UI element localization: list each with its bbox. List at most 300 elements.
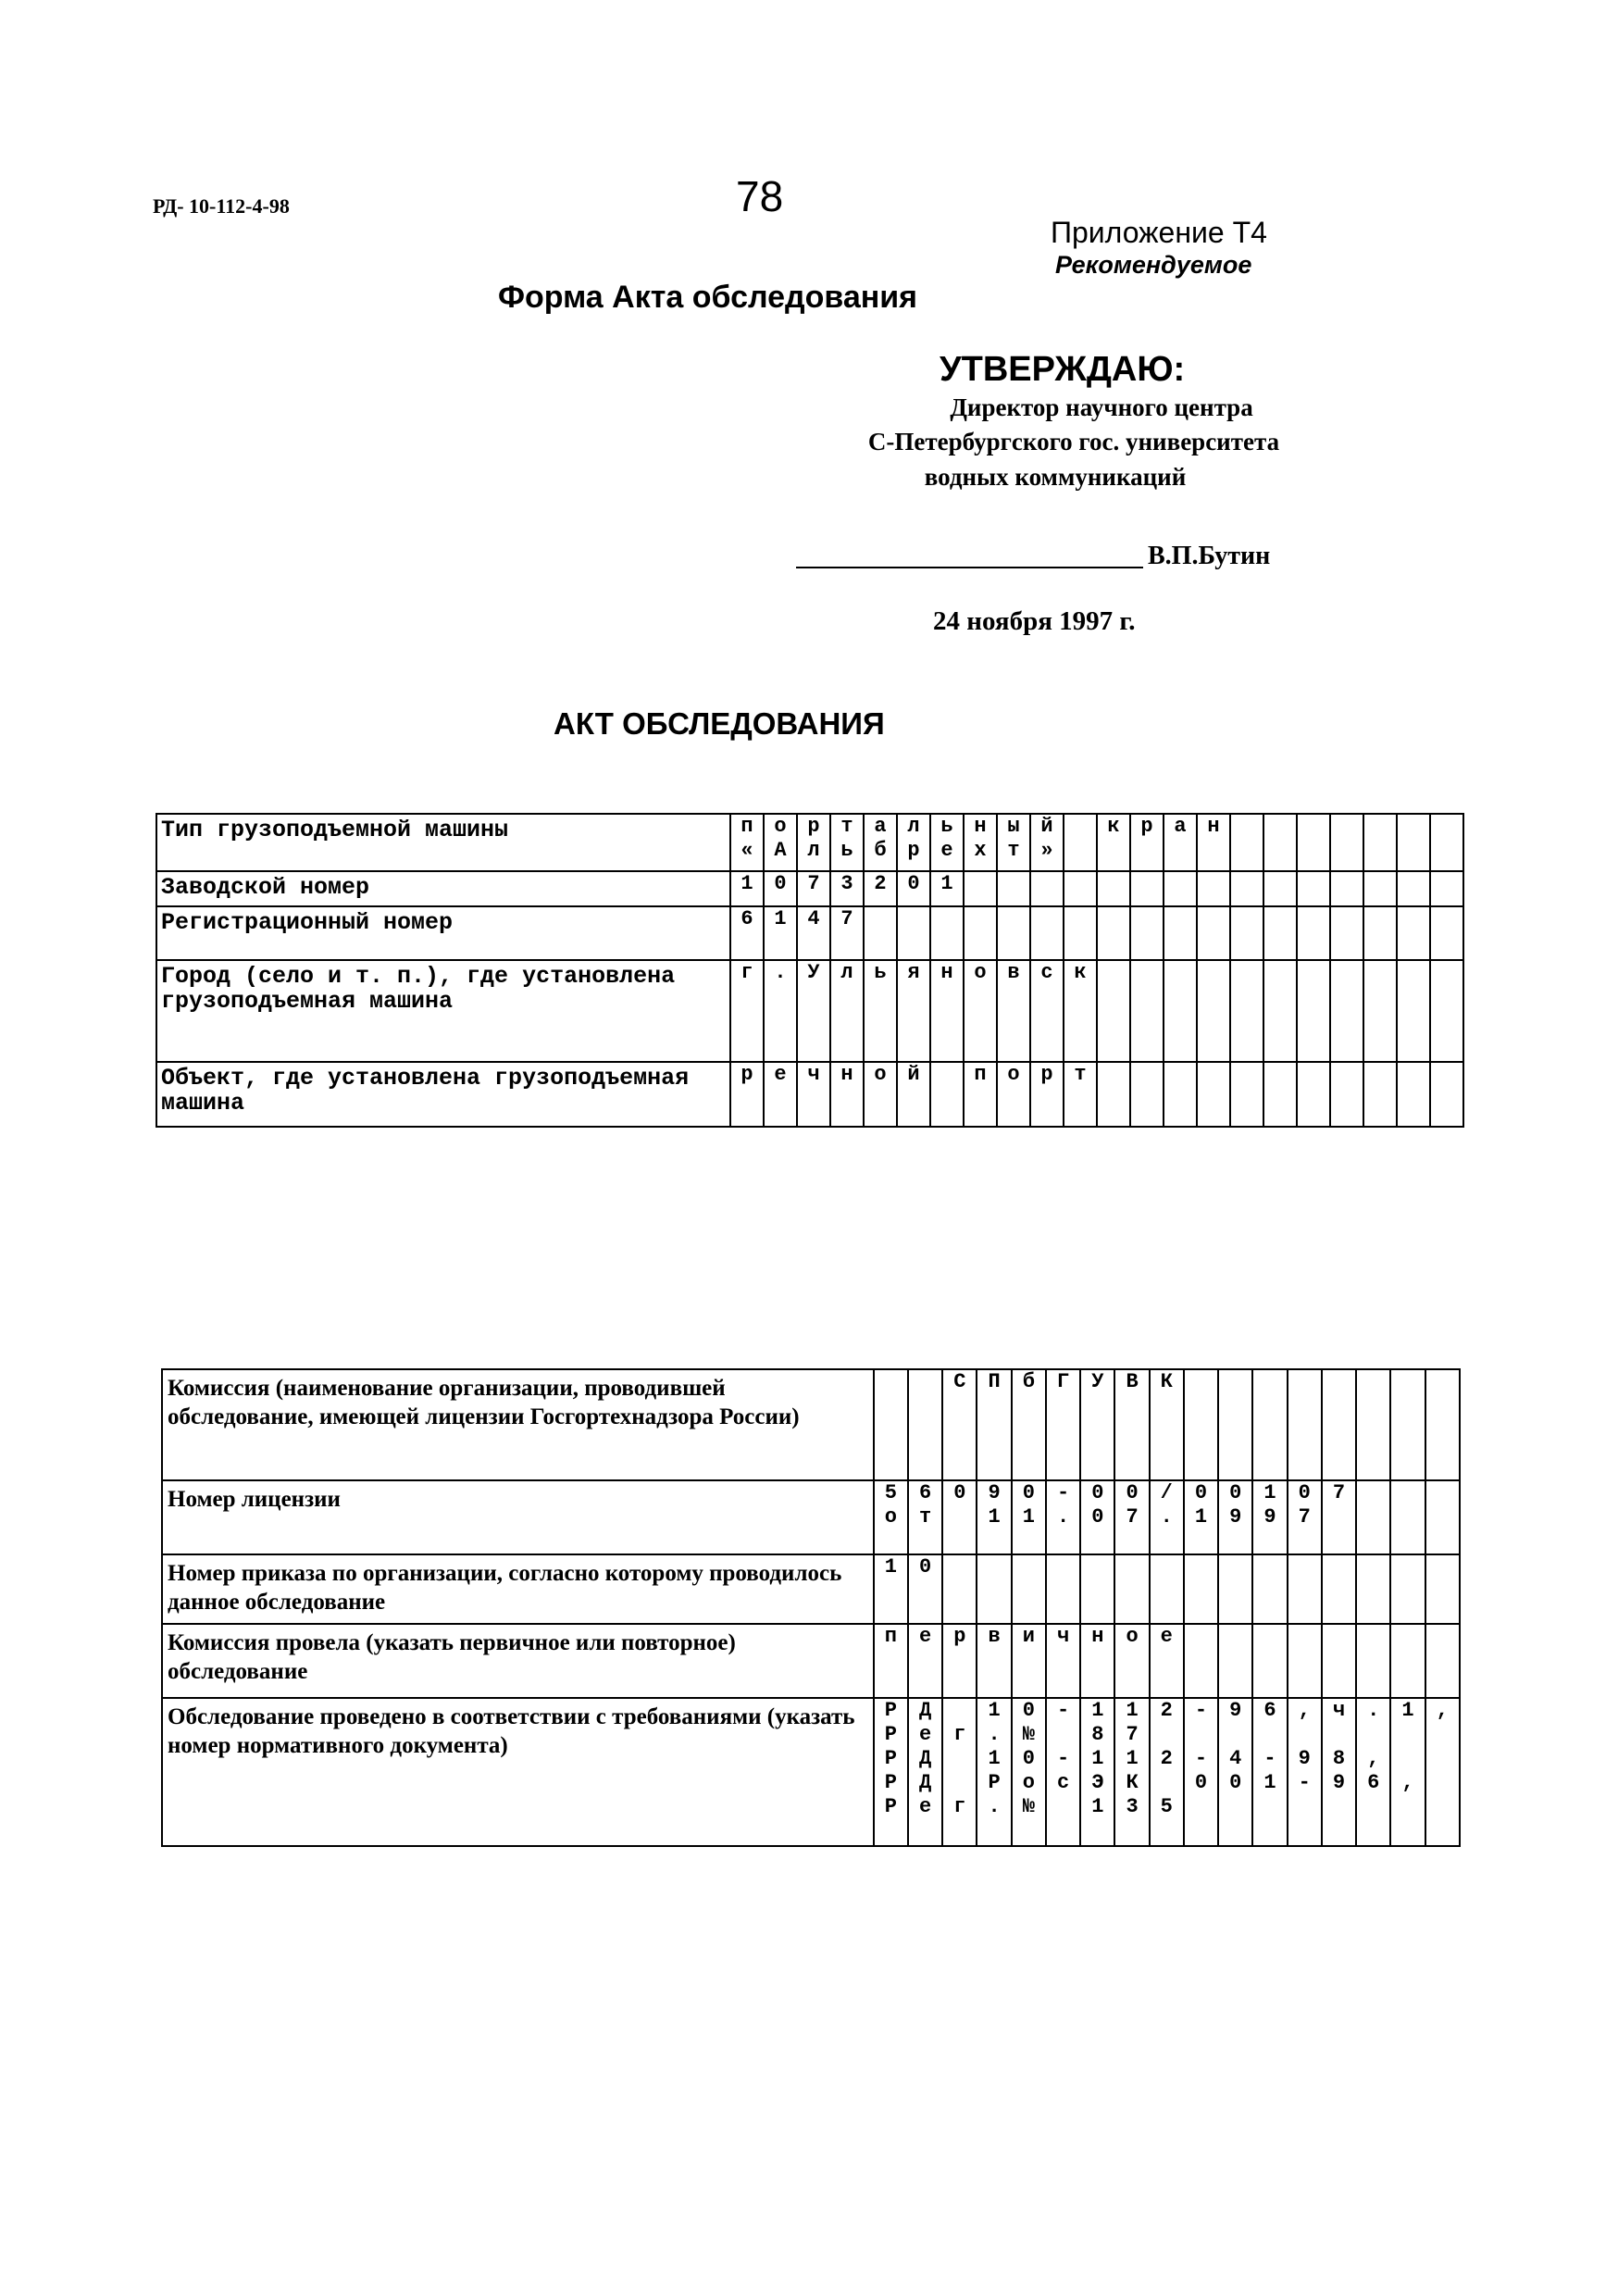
cell-char: г [953,1795,966,1818]
letter-cell [1288,1480,1322,1554]
letter-cell [1263,1062,1297,1127]
cell-char: 1 [884,1555,897,1578]
cell-char [1323,1370,1355,1394]
letter-cell [830,906,864,960]
cell-char: 0 [1194,1481,1208,1504]
letter-cell [1030,960,1064,1062]
letter-cell [1164,871,1197,906]
cell-char [1047,1555,1079,1579]
letter-cell [1263,906,1297,960]
row-label: Комиссия (наименование организации, проводившей обследование, имеющей лицензии Госгортехнадзора России) [162,1369,874,1480]
letter-cell [908,1698,942,1846]
cell-char: й [1040,815,1053,838]
letter-cell [1197,906,1230,960]
letter-cell [897,960,930,1062]
cell-char [1164,872,1196,896]
cell-char [1331,961,1363,985]
letter-cell [730,814,764,871]
letter-cell [1330,960,1363,1062]
letter-cell [1425,1480,1460,1554]
letter-cell [830,1062,864,1127]
letter-cell [1184,1480,1218,1554]
letter-cell [1425,1554,1460,1624]
cell-char [1398,815,1429,839]
letter-cell [1330,906,1363,960]
cell-char: В [1126,1370,1139,1393]
cell-char: к [1074,961,1087,984]
cell-char: 7 [807,872,820,895]
table-row [156,871,1463,906]
letter-cell [1356,1698,1390,1846]
cell-char: 1 [1126,1699,1139,1722]
commission-info-table [161,1368,1461,1847]
cell-char: п [974,1063,987,1086]
letter-cell [730,871,764,906]
letter-cell [764,871,797,906]
letter-cell [1363,871,1397,906]
cell-char [1431,872,1462,896]
cell-char: н [840,1063,853,1086]
cell-char [1131,872,1163,896]
cell-char [1185,1370,1217,1394]
cell-char: Д [919,1771,932,1794]
letter-cell [874,1554,908,1624]
letter-cell [1356,1369,1390,1480]
cell-char: У [1091,1370,1104,1393]
cell-char: » [1040,839,1053,862]
letter-cell [977,1369,1011,1480]
cell-char: р [741,1063,753,1086]
cell-char: - [1194,1747,1208,1770]
cell-char [1231,907,1263,931]
letter-cell [1330,814,1363,871]
row-label: Заводской номер [156,871,730,906]
letter-cell [897,814,930,871]
cell-char [1098,907,1129,931]
approval-position-line: Директор научного центра [950,393,1253,421]
cell-char [1323,1505,1355,1529]
cell-char [1151,1723,1183,1747]
cell-char [1288,1795,1321,1819]
cell-char: У [807,961,820,984]
cell-char: 0 [1126,1481,1139,1504]
table-row [156,906,1463,960]
cell-char: 1 [741,872,753,895]
cell-char: 1 [988,1505,1001,1529]
cell-char: , [1367,1747,1380,1770]
letter-cell [1064,1062,1097,1127]
letter-cell [964,814,997,871]
letter-cell [1390,1369,1425,1480]
letter-cell [997,814,1030,871]
letter-cell [1218,1369,1252,1480]
cell-char: л [907,815,920,838]
cell-char [1253,1795,1286,1819]
letter-cell [1288,1554,1322,1624]
cell-char [1426,1723,1459,1747]
letter-cell [997,906,1030,960]
letter-cell [964,1062,997,1127]
letter-cell [1164,1062,1197,1127]
letter-cell [1397,814,1430,871]
cell-char [1198,961,1229,985]
letter-cell [977,1624,1011,1698]
recommended-label: Рекомендуемое [1055,251,1252,279]
letter-cell [1397,906,1430,960]
cell-char [1253,1723,1286,1747]
letter-cell [930,1062,964,1127]
cell-char: 0 [919,1555,932,1578]
cell-char [1364,907,1396,931]
cell-char [1391,1795,1424,1819]
letter-cell [908,1480,942,1554]
letter-cell [1356,1480,1390,1554]
cell-char [1426,1481,1459,1505]
cell-char: ь [840,839,853,862]
cell-char [965,907,996,931]
letter-cell [1080,1624,1114,1698]
letter-cell [1046,1624,1080,1698]
cell-char: н [974,815,987,838]
cell-char [1426,1747,1459,1771]
cell-char: . [1367,1699,1380,1722]
letter-cell [1252,1624,1287,1698]
signer-name: В.П.Бутин [1148,542,1271,570]
letter-cell [1297,960,1330,1062]
cell-char: 0 [1229,1481,1242,1504]
letter-cell [1012,1480,1046,1554]
cell-char: 9 [1229,1699,1242,1722]
letter-cell [1288,1698,1322,1846]
letter-cell [1097,960,1130,1062]
letter-cell [1218,1698,1252,1846]
cell-char [1331,815,1363,839]
letter-cell [1046,1480,1080,1554]
cell-char [998,872,1029,896]
cell-char [1219,1370,1251,1394]
cell-char [1431,961,1462,985]
cell-char: п [741,815,753,838]
letter-cell [897,906,930,960]
cell-char: 1 [1091,1699,1104,1722]
cell-char: 4 [1229,1747,1242,1770]
cell-char: ч [1056,1625,1070,1648]
letter-cell [1252,1480,1287,1554]
letter-cell [1164,814,1197,871]
letter-cell [1218,1554,1252,1624]
letter-cell [1012,1698,1046,1846]
signature-line [796,567,1143,568]
cell-char [1426,1505,1459,1529]
letter-cell [1030,906,1064,960]
cell-char: х [974,839,987,862]
cell-char [1198,839,1229,863]
cell-char: 1 [1194,1505,1208,1529]
cell-char: 3 [840,872,853,895]
cell-char: 2 [1160,1747,1173,1770]
cell-char: 9 [1332,1771,1346,1794]
cell-char [1391,1370,1424,1394]
cell-char: ч [807,1063,820,1086]
cell-char: 5 [1160,1795,1173,1818]
letter-cell [1430,871,1463,906]
cell-char: 1 [1263,1771,1276,1794]
cell-char: т [1074,1063,1087,1086]
letter-cell [908,1624,942,1698]
letter-cell [1297,814,1330,871]
cell-char [1398,839,1429,863]
cell-char: ч [1332,1699,1346,1722]
cell-char: с [1040,961,1053,984]
cell-char [1364,872,1396,896]
letter-cell [1046,1698,1080,1846]
cell-char [1323,1795,1355,1819]
cell-char: т [919,1505,932,1529]
letter-cell [1252,1369,1287,1480]
appendix-label: Приложение Т4 [1051,216,1267,249]
letter-cell [797,906,830,960]
letter-cell [1390,1698,1425,1846]
cell-char [1298,907,1329,931]
table-row [162,1480,1460,1554]
cell-char [1264,839,1296,863]
letter-cell [1425,1369,1460,1480]
cell-char: е [774,1063,787,1086]
cell-char [1357,1723,1389,1747]
cell-char: р [1040,1063,1053,1086]
letter-cell [1150,1369,1184,1480]
letter-cell [1130,960,1164,1062]
row-label: Обследование проведено в соответствии с требованиями (указать номер нормативного документа) [162,1698,874,1846]
cell-char: 6 [741,907,753,930]
cell-char: 9 [988,1481,1001,1504]
cell-char: к [1107,815,1120,838]
letter-cell [1150,1698,1184,1846]
letter-cell [1080,1554,1114,1624]
letter-cell [1425,1624,1460,1698]
letter-cell [930,871,964,906]
letter-cell [997,1062,1030,1127]
letter-cell [1322,1624,1356,1698]
letter-cell [1080,1480,1114,1554]
cell-char: н [1207,815,1220,838]
cell-char [1164,907,1196,931]
cell-char [1391,1723,1424,1747]
letter-cell [1390,1624,1425,1698]
cell-char: К [1160,1370,1173,1393]
cell-char: К [1126,1771,1139,1794]
letter-cell [1230,960,1263,1062]
cell-char [1198,907,1229,931]
cell-char [1031,907,1063,931]
cell-char: 9 [1263,1505,1276,1529]
cell-char [943,1747,976,1771]
cell-char [1081,1555,1114,1579]
letter-cell [942,1698,977,1846]
approval-organization-line: С-Петербургского гос. университета [867,428,1280,455]
cell-char: 7 [1126,1723,1139,1746]
approval-date: 24 ноября 1997 г. [933,606,1136,636]
letter-cell [977,1698,1011,1846]
letter-cell [977,1554,1011,1624]
cell-char [1364,839,1396,863]
cell-char [865,907,896,931]
cell-char: 0 [1022,1699,1035,1722]
cell-char [1426,1771,1459,1795]
cell-char: , [1436,1699,1449,1722]
letter-cell [977,1480,1011,1554]
cell-char [1323,1723,1355,1747]
letter-cell [1430,960,1463,1062]
letter-cell [830,871,864,906]
cell-char [1253,1555,1286,1579]
letter-cell [864,906,897,960]
letter-cell [964,960,997,1062]
cell-char [977,1555,1010,1579]
cell-char: Р [884,1723,897,1746]
letter-cell [764,960,797,1062]
cell-char: , [1401,1771,1414,1794]
letter-cell [1130,906,1164,960]
cell-char: П [988,1370,1001,1393]
letter-cell [1397,960,1430,1062]
cell-char: а [874,815,887,838]
cell-char: 0 [1022,1747,1035,1770]
cell-char: е [919,1625,932,1648]
cell-char: 0 [1194,1771,1208,1794]
cell-char [1185,1555,1217,1579]
cell-char [1031,872,1063,896]
cell-char [1253,1370,1286,1394]
letter-cell [874,1698,908,1846]
letter-cell [1390,1554,1425,1624]
letter-cell [1064,871,1097,906]
cell-char [1253,1625,1286,1649]
cell-char [1298,839,1329,863]
letter-cell [1012,1554,1046,1624]
letter-cell [1363,814,1397,871]
cell-char [1131,839,1163,863]
cell-char: 2 [874,872,887,895]
letter-cell [1150,1624,1184,1698]
cell-char: Д [919,1699,932,1722]
cell-char: 6 [919,1481,932,1504]
cell-char: . [988,1723,1001,1746]
cell-char: т [1007,839,1020,862]
cell-char [1164,839,1196,863]
letter-cell [1363,906,1397,960]
cell-char: - [1056,1747,1070,1770]
cell-char: А [774,839,787,862]
letter-cell [1150,1554,1184,1624]
letter-cell [1288,1624,1322,1698]
cell-char: , [1298,1699,1311,1722]
letter-cell [1197,960,1230,1062]
cell-char: о [974,961,987,984]
cell-char [1391,1505,1424,1529]
letter-cell [1114,1480,1149,1554]
letter-cell [930,906,964,960]
letter-cell [1252,1698,1287,1846]
cell-char [1398,1063,1429,1087]
act-title: АКТ ОБСЛЕДОВАНИЯ [554,706,885,741]
letter-cell [1390,1480,1425,1554]
cell-char: р [953,1625,966,1648]
table-row [162,1369,1460,1480]
cell-char [1431,907,1462,931]
letter-cell [1197,1062,1230,1127]
cell-char: в [988,1625,1001,1648]
cell-char: 0 [1298,1481,1311,1504]
cell-char [943,1771,976,1795]
cell-char [1064,839,1096,863]
cell-char [1357,1370,1389,1394]
cell-char [1231,1063,1263,1087]
letter-cell [1184,1624,1218,1698]
cell-char: 0 [953,1481,966,1504]
cell-char: Р [884,1699,897,1722]
cell-char: 7 [1126,1505,1139,1529]
cell-char [1426,1625,1459,1649]
cell-char: 1 [1263,1481,1276,1504]
cell-char: 1 [774,907,787,930]
letter-cell [830,960,864,1062]
letter-cell [1114,1698,1149,1846]
cell-char: - [1298,1771,1311,1794]
cell-char: о [884,1505,897,1529]
letter-cell [1263,960,1297,1062]
cell-char: а [1174,815,1187,838]
letter-cell [897,871,930,906]
cell-char [1357,1505,1389,1529]
letter-cell [1230,1062,1263,1127]
letter-cell [874,1369,908,1480]
cell-char: 9 [1229,1505,1242,1529]
cell-char [1264,961,1296,985]
letter-cell [1064,814,1097,871]
cell-char [1198,1063,1229,1087]
letter-cell [1322,1369,1356,1480]
letter-cell [1425,1698,1460,1846]
cell-char [1298,815,1329,839]
cell-char [1131,907,1163,931]
cell-char [1098,872,1129,896]
letter-cell [1263,814,1297,871]
cell-char [1398,961,1429,985]
cell-char: - [1056,1699,1070,1722]
cell-char: о [774,815,787,838]
cell-char: С [953,1370,966,1393]
letter-cell [1097,906,1130,960]
cell-char: с [1056,1771,1070,1794]
cell-char [1357,1625,1389,1649]
cell-char [1231,872,1263,896]
cell-char: 0 [1091,1481,1104,1504]
cell-char [1219,1625,1251,1649]
letter-cell [1322,1554,1356,1624]
letter-cell [864,871,897,906]
letter-cell [1430,1062,1463,1127]
cell-char: 9 [1298,1747,1311,1770]
cell-char [1431,839,1462,863]
cell-char [898,907,929,931]
cell-char [1164,1063,1196,1087]
cell-char: 1 [1091,1795,1104,1818]
letter-cell [1184,1554,1218,1624]
letter-cell [942,1554,977,1624]
cell-char [909,1370,941,1394]
cell-char: 0 [774,872,787,895]
